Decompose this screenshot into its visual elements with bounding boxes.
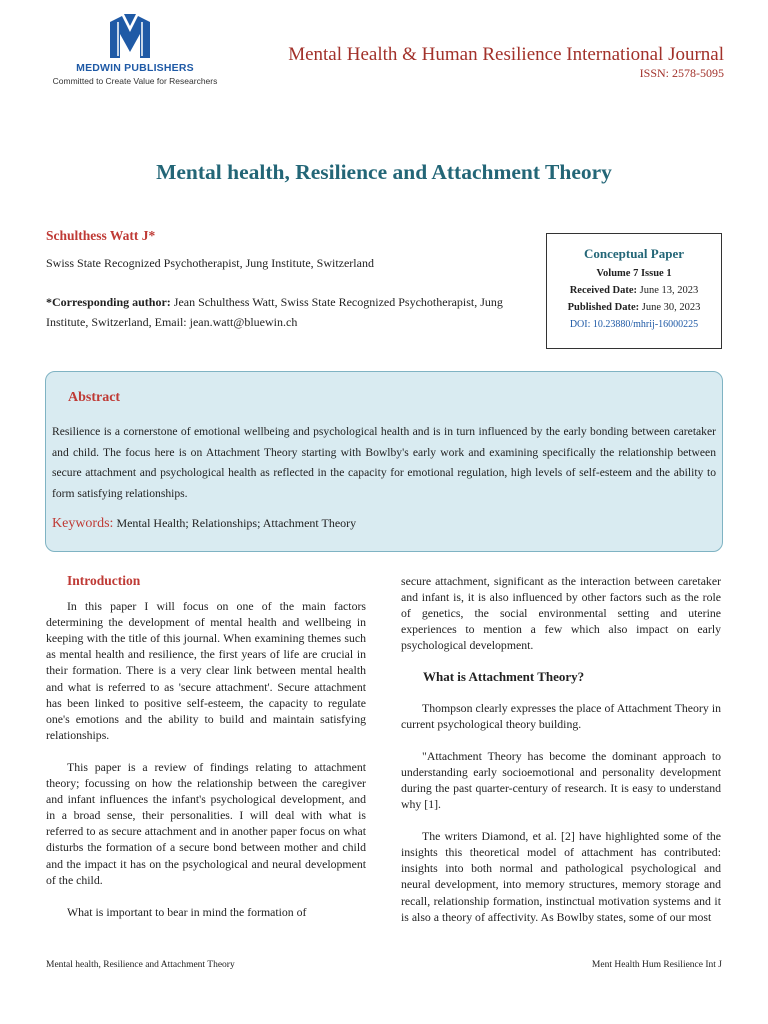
body-paragraph: The writers Diamond, et al. [2] have highlighted some of the insights this theoretical model of attachment has contributed: insights into both normal and pathological psychological and neural development, into memory structures, memory storage and recall, relationship formation, instinctual motivation systems and it is also a theory of affectivity. As Bowlby states, some of our most bbox=[401, 829, 721, 924]
publisher-tagline: Committed to Create Value for Researchers bbox=[52, 76, 218, 86]
corresponding-details: Jean Schulthess Watt, Swiss State Recognized Psychotherapist, Jung Institute, Switzerland, Email: jean.watt@bluewin.ch bbox=[46, 295, 503, 329]
author-name: Schulthess Watt J* bbox=[46, 228, 156, 243]
keywords-line bbox=[52, 516, 356, 532]
publisher-name: MEDWIN PUBLISHERS bbox=[76, 62, 194, 74]
keywords-list: Mental Health; Relationships; Attachment Theory bbox=[113, 516, 357, 530]
article-info-box bbox=[546, 233, 722, 349]
right-column bbox=[401, 573, 721, 941]
author-affiliation: Swiss State Recognized Psychotherapist, Jung Institute, Switzerland bbox=[46, 256, 374, 270]
volume-issue bbox=[547, 268, 721, 279]
body-paragraph: "Attachment Theory has become the dominant approach to understanding early socioemotional and personality development during the past quarter-century of research. It is easy to understand why [1]. bbox=[401, 748, 721, 812]
doi-link[interactable]: DOI: 10.23880/mhrij-16000225 bbox=[569, 319, 699, 330]
received-label: Received Date: bbox=[569, 285, 638, 296]
body-paragraph: This paper is a review of findings relating to attachment theory; focussing on how the relationship between the caregiver and infant influences the infant's psychological development, and in a broad sense, their personalities. I will deal with what is referred to as secure attachment and in another paper focus on what disturbs the formation of a secure bond between mother and child and the impact it has on the psychological and neural development of the child. bbox=[46, 759, 366, 887]
received-date bbox=[547, 285, 721, 296]
introduction-heading: Introduction bbox=[67, 573, 141, 588]
abstract-heading: Abstract bbox=[68, 390, 121, 405]
journal-issn: ISSN: 2578-5095 bbox=[639, 66, 724, 80]
published-label: Published Date: bbox=[567, 302, 640, 313]
corresponding-label: *Corresponding author: bbox=[46, 295, 171, 309]
corresponding-author bbox=[46, 292, 546, 332]
footer-journal-abbrev: Ment Health Hum Resilience Int J bbox=[591, 960, 722, 970]
body-paragraph: Thompson clearly expresses the place of Attachment Theory in current psychological theory building. bbox=[401, 700, 721, 731]
footer-article-title: Mental health, Resilience and Attachment Theory bbox=[46, 960, 235, 970]
body-paragraph: secure attachment, significant as the interaction between caretaker and infant is, it is also influenced by other factors such as the role of genetics, the social environmental setting and uterine experiences to mention a few which also impact on early psychological development. bbox=[401, 574, 721, 653]
body-paragraph: In this paper I will focus on one of the main factors determining the development of mental health and wellbeing in keeping with the title of this journal. When examining themes such as mental health and resilience, the first years of life are crucial in their formation. There is a very clear link between mental health and what is referred to as 'secure attachment'. Secure attachment has been linked to positive self-esteem, the capacity to regulate one's emotions and the ability to build and maintain satisfying relationships. bbox=[46, 599, 366, 742]
article-type: Conceptual Paper bbox=[583, 246, 685, 261]
received-value: June 13, 2023 bbox=[637, 285, 699, 296]
abstract-box bbox=[45, 371, 723, 552]
body-paragraph: What is important to bear in mind the formation of bbox=[67, 904, 307, 919]
volume-issue-text: Volume 7 Issue 1 bbox=[596, 268, 672, 279]
medwin-logo-icon bbox=[100, 12, 160, 62]
left-column bbox=[46, 573, 366, 936]
article-title: Mental health, Resilience and Attachment Theory bbox=[156, 160, 612, 184]
attachment-theory-heading: What is Attachment Theory? bbox=[423, 669, 585, 685]
published-value: June 30, 2023 bbox=[639, 302, 701, 313]
keywords-label: Keywords: bbox=[52, 516, 114, 531]
page-header bbox=[0, 0, 768, 100]
abstract-text: Resilience is a cornerstone of emotional wellbeing and psychological health and is in turn influenced by the early bonding between caretaker and child. The focus here is on Attachment Theory starting with Bowlby's early work and examining specifically the relationship between secure attachment and psychological health as reflected in the capacity for emotional regulation, high levels of self-esteem and the ability to form satisfying relationships. bbox=[52, 425, 716, 500]
published-date bbox=[547, 302, 721, 313]
journal-title: Mental Health & Human Resilience International Journal bbox=[288, 44, 724, 65]
